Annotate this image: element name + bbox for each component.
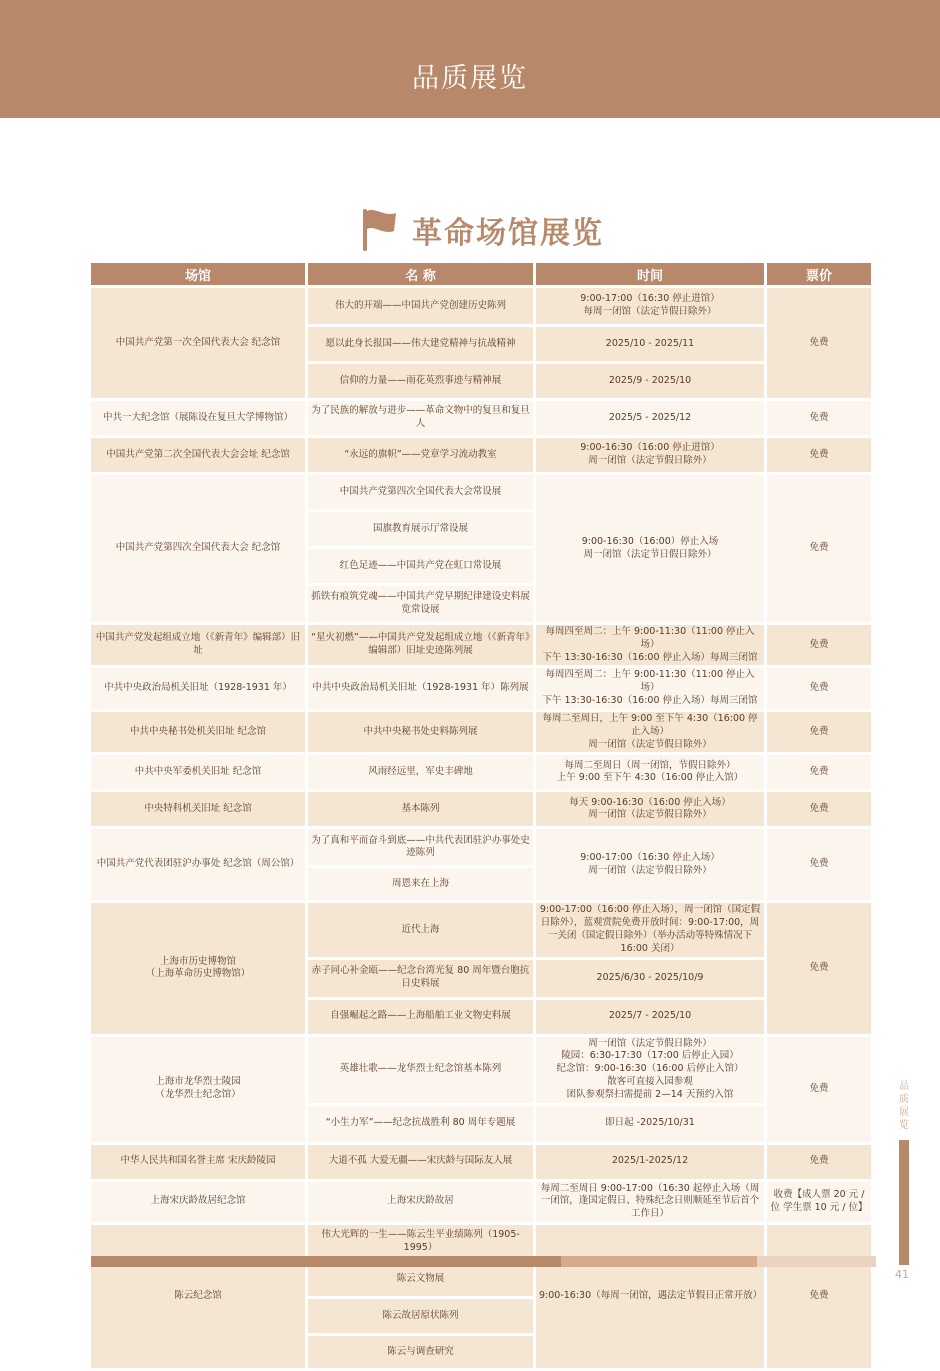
time-cell: 9:00-16:30（16:00）停止入场 周一闭馆（法定节日假日除外） (536, 475, 764, 622)
exhibit-name-cell: 愿以此身长报国——伟大建党精神与抗战精神 (308, 327, 533, 361)
table-row (91, 438, 871, 472)
exhibit-name-cell: 中共中央秘书处史料陈列展 (308, 712, 533, 752)
time-cell: 9:00-16:30（16:00 停止进馆） 周一闭馆（法定节假日除外） (536, 438, 764, 472)
time-cell: 2025/6/30 - 2025/10/9 (536, 960, 764, 997)
exhibit-name-cell: 基本陈列 (308, 792, 533, 826)
table-row (91, 1145, 871, 1179)
venue-cell: 上海宋庆龄故居纪念馆 (91, 1182, 305, 1222)
venue-cell: 上海市龙华烈士陵园 （龙华烈士纪念馆） (91, 1037, 305, 1142)
column-header-venue: 场馆 (91, 263, 305, 285)
exhibit-name-cell: “星火初燃”——中国共产党发起组成立地（《新青年》编辑部）旧址史迹陈列展 (308, 625, 533, 665)
time-cell: 2025/5 - 2025/12 (536, 401, 764, 435)
table-row (91, 625, 871, 665)
price-cell: 收费【成人票 20 元 / 位 学生票 10 元 / 位】 (767, 1182, 871, 1222)
exhibit-name-cell: 大道不孤 大爱无疆——宋庆龄与国际友人展 (308, 1145, 533, 1179)
exhibit-name-cell: 陈云故居原状陈列 (308, 1299, 533, 1333)
exhibit-name-cell: 周恩来在上海 (308, 868, 533, 900)
time-cell: 2025/9 - 2025/10 (536, 364, 764, 398)
venue-cell: 中国共产党第一次全国代表大会 纪念馆 (91, 288, 305, 398)
exhibit-name-cell: “小生力军”——纪念抗战胜利 80 周年专题展 (308, 1106, 533, 1142)
price-cell: 免费 (767, 401, 871, 435)
time-cell: 2025/7 - 2025/10 (536, 1000, 764, 1034)
time-cell: 2025/10 - 2025/11 (536, 327, 764, 361)
table-row (91, 288, 871, 324)
time-cell: 2025/1-2025/12 (536, 1145, 764, 1179)
table-row (91, 1037, 871, 1103)
column-header-price: 票价 (767, 263, 871, 285)
time-cell: 每周四至周二：上午 9:00-11:30（11:00 停止入场） 下午 13:30-16:30（16:00 停止入场）每周三闭馆 (536, 668, 764, 708)
time-cell: 9:00-17:00（16:00 停止入场），周一闭馆（国定假日除外），蓝观赏院免费开放时间：9:00-17:00，周一关闭（国定假日除外）（举办活动等特殊情况下 16:00 关闭） (536, 903, 764, 956)
venue-cell: 中共中央政治局机关旧址（1928-1931 年） (91, 668, 305, 708)
venue-cell: 中国共产党第四次全国代表大会 纪念馆 (91, 475, 305, 622)
exhibit-name-cell: 中国共产党第四次全国代表大会常设展 (308, 475, 533, 509)
exhibit-name-cell: 国旗教育展示厅常设展 (308, 512, 533, 546)
price-cell: 免费 (767, 1225, 871, 1368)
table-row (91, 668, 871, 708)
flag-icon (360, 207, 400, 253)
exhibit-name-cell: 陈云与调查研究 (308, 1336, 533, 1368)
price-cell: 免费 (767, 792, 871, 826)
price-cell: 免费 (767, 625, 871, 665)
time-cell: 每周二至周日，上午 9:00 至下午 4:30（16:00 停止入场） 周一闭馆（法定节假日除外） (536, 712, 764, 752)
side-decor-bar (899, 1140, 909, 1265)
page-title: 品质展览 (412, 63, 528, 94)
exhibit-name-cell: “永远的旗帜”——党章学习流动教室 (308, 438, 533, 472)
time-cell: 9:00-17:00（16:30 停止进馆） 每周一闭馆（法定节假日除外） (536, 288, 764, 324)
price-cell: 免费 (767, 1145, 871, 1179)
exhibit-name-cell: 为了真和平而奋斗到底——中共代表团驻沪办事处史迹陈列 (308, 829, 533, 865)
exhibit-name-cell: 抓铁有痕筑党魂——中国共产党早期纪律建设史料展览常设展 (308, 586, 533, 622)
exhibit-name-cell: 陈云文物展 (308, 1262, 533, 1296)
venue-cell: 中国共产党代表团驻沪办事处 纪念馆（周公馆） (91, 829, 305, 900)
section-title: 革命场馆展览 (412, 216, 604, 251)
venue-cell: 中央特科机关旧址 纪念馆 (91, 792, 305, 826)
exhibit-name-cell: 中共中央政治局机关旧址（1928-1931 年）陈列展 (308, 668, 533, 708)
side-label: 品质展览 (899, 1081, 909, 1131)
table-row (91, 903, 871, 956)
price-cell: 免费 (767, 1037, 871, 1142)
table-row (91, 792, 871, 826)
price-cell: 免费 (767, 712, 871, 752)
exhibit-name-cell: 伟大光辉的一生——陈云生平业绩陈列（1905-1995） (308, 1225, 533, 1259)
exhibit-name-cell: 英雄壮歌——龙华烈士纪念馆基本陈列 (308, 1037, 533, 1103)
table-row (91, 1225, 871, 1259)
time-cell: 每周二至周日 9:00-17:00（16:30 起停止入场（周一闭馆，逢国定假日、特殊纪念日则顺延至节后首个工作日） (536, 1182, 764, 1222)
time-cell: 周一闭馆（法定节假日除外） 陵园：6:30-17:30（17:00 后停止入园） 纪念馆：9:00-16:30（16:00 后停止入馆） 散客可直接入园参观 团队参观祭扫需提前 2—14 天预约入馆 (536, 1037, 764, 1103)
venue-cell: 中华人民共和国名誉主席 宋庆龄陵园 (91, 1145, 305, 1179)
table-row (91, 829, 871, 865)
venue-cell: 陈云纪念馆 (91, 1225, 305, 1368)
table-row (91, 475, 871, 509)
venue-cell: 中共中央秘书处机关旧址 纪念馆 (91, 712, 305, 752)
page-number: 41 (895, 1268, 909, 1281)
venue-cell: 中共一大纪念馆（展陈设在复旦大学博物馆） (91, 401, 305, 435)
price-cell: 免费 (767, 903, 871, 1033)
exhibit-name-cell: 伟大的开端——中国共产党创建历史陈列 (308, 288, 533, 324)
price-cell: 免费 (767, 288, 871, 398)
table-row (91, 712, 871, 752)
section-heading (360, 205, 604, 255)
time-cell: 9:00-16:30（每周一闭馆，遇法定节假日正常开放） (536, 1225, 764, 1368)
table-row (91, 1182, 871, 1222)
column-header-time: 时间 (536, 263, 764, 285)
table-row (91, 755, 871, 789)
exhibit-name-cell: 自强崛起之路——上海船舶工业文物史料展 (308, 1000, 533, 1034)
time-cell: 每天 9:00-16:30（16:00 停止入场） 周一闭馆（法定节假日除外） (536, 792, 764, 826)
price-cell: 免费 (767, 755, 871, 789)
price-cell: 免费 (767, 438, 871, 472)
exhibit-name-cell: 风雨经远里，军史丰碑地 (308, 755, 533, 789)
price-cell: 免费 (767, 829, 871, 900)
price-cell: 免费 (767, 475, 871, 622)
exhibit-name-cell: 赤子同心补金瓯——纪念台湾光复 80 周年暨台胞抗日史料展 (308, 960, 533, 997)
venue-cell: 上海市历史博物馆 （上海革命历史博物馆） (91, 903, 305, 1033)
time-cell: 每周二至周日（周一闭馆，节假日除外） 上午 9:00 至下午 4:30（16:00 停止入馆） (536, 755, 764, 789)
venue-cell: 中国共产党发起组成立地（《新青年》编辑部）旧址 (91, 625, 305, 665)
exhibit-name-cell: 上海宋庆龄故居 (308, 1182, 533, 1222)
column-header-name: 名 称 (308, 263, 533, 285)
exhibit-name-cell: 红色足迹——中国共产党在虹口常设展 (308, 549, 533, 583)
venue-cell: 中共中央军委机关旧址 纪念馆 (91, 755, 305, 789)
header-banner (0, 0, 940, 118)
exhibition-table (88, 260, 874, 1371)
table-row (91, 401, 871, 435)
price-cell: 免费 (767, 668, 871, 708)
bottom-decor-bar (91, 1256, 876, 1267)
exhibit-name-cell: 近代上海 (308, 903, 533, 956)
venue-cell: 中国共产党第二次全国代表大会会址 纪念馆 (91, 438, 305, 472)
time-cell: 即日起 -2025/10/31 (536, 1106, 764, 1142)
exhibit-name-cell: 为了民族的解放与进步——革命文物中的复旦和复旦人 (308, 401, 533, 435)
exhibit-name-cell: 信仰的力量——雨花英烈事迹与精神展 (308, 364, 533, 398)
time-cell: 每周四至周二：上午 9:00-11:30（11:00 停止入场） 下午 13:30-16:30（16:00 停止入场）每周三闭馆 (536, 625, 764, 665)
time-cell: 9:00-17:00（16:30 停止入场） 周一闭馆（法定节假日除外） (536, 829, 764, 900)
